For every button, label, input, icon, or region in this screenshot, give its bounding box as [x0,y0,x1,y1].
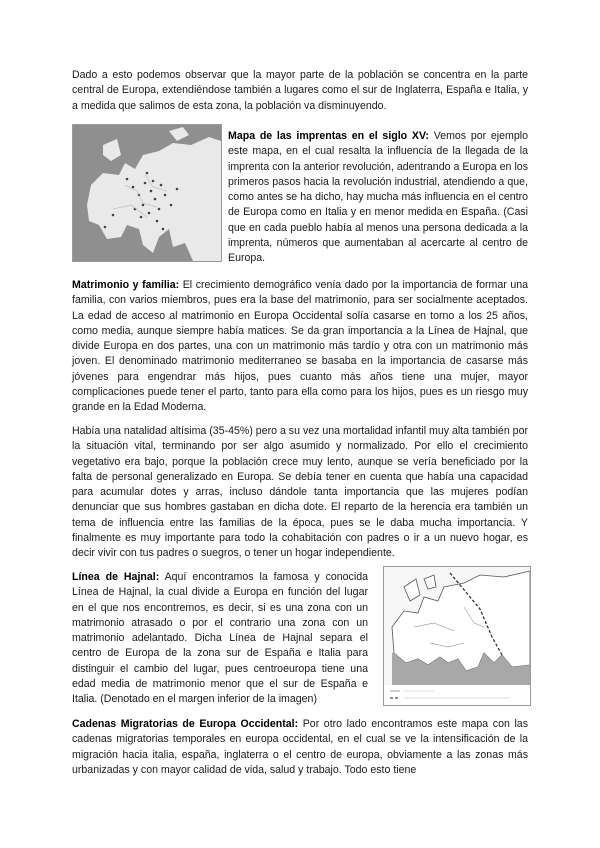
matrimonio-heading: Matrimonio y familia: [72,279,180,291]
hajnal-heading: Línea de Hajnal: [72,571,160,583]
imprentas-text: Vemos por ejemplo este mapa, en el cual resalta la influencia de la llegada de la imprenta con la anterior revolución, adentrando a Europa en los primeros pasos hacia la revolución industrial, atendiendo a que, como antes se ha dicho, hay mucha más influencia en el centro de Europa como en Italia y en menor medida en España. (Casi que en cada pueblo había al menos una persona dedicada a la imprenta, números que aumentaban al acercarte al centro de Europa. [228,130,528,265]
natalidad-text: Había una natalidad altísima (35-45%) pero a su vez una mortalidad infantil muy alta también por la situación vital, terminando por ser algo asumido y normalizado. Por ello el crecimiento vegetativo era bajo, porque la población crece muy lento, aunque se vería beneficiado por la falta de personal generalizado en Europa. Se debía tener en cuenta que había una capacidad para acumular dotes y arras, incluso dándole tanta importancia que las mujeres podían denunciar que sus hombres gastaban en dicha dote. El reparto de la herencia era también un tema de influencia entre las familias de la época, pues se le daba mucha importancia. Y finalmente es muy importante para todo la cohabitación con padres o ir a un nuevo hogar, es decir vivir con tus padres o suegros, o tener un hogar independiente. [72,425,528,560]
matrimonio-paragraph [72,278,528,416]
imprentas-heading: Mapa de las imprentas en el siglo XV: [228,130,429,142]
printing-presses-map-image [72,124,222,262]
hajnal-text: Aquí encontramos la famosa y conocida Línea de Hajnal, la cual divide a Europa en función del lugar en el que nos encontremos, es decir, si es una zona con un matrimonio atrasado o por el contrario una zona con un matrimonio adelantado. Dicha Línea de Hajnal separa el centro de Europa de la zona sur de España e Italia para distinguir el cambio del lugar, pues centroeuropa tiene una edad media de matrimonio menor que el sur de España e Italia. (Denotado en el margen inferior de la imagen) [72,571,368,706]
cadenas-text: Por otro lado encontramos este mapa con las cadenas migratorias temporales en europa occidental, en el cual se ve la intensificación de la migración hacia italia, españa, inglaterra o el centro de europa, obviamente a las zonas más urbanizadas y con mayor calidad de vida, salud y trabajo. Todo esto tiene [72,718,528,776]
cadenas-heading: Cadenas Migratorias de Europa Occidental: [72,718,299,730]
intro-text: Dado a esto podemos observar que la mayor parte de la población se concentra en la parte central de Europa, extendiéndose también a lugares como el sur de Inglaterra, España e Italia, y a medida que salimos de esta zona, la población va disminuyendo. [72,69,528,112]
cadenas-paragraph [72,717,528,778]
matrimonio-text: El crecimiento demográfico venía dado por la importancia de formar una familia, con varios miembros, pues era la base del matrimonio, para ser socialmente aceptados. La edad de acceso al matrimonio en Europa Occidental solía casarse en torno a los 25 años, como media, aunque siempre había matices. Se da gran importancia a la Línea de Hajnal, que divide Europa en dos partes, una con un matrimonio más tardío y otra con un matrimonio más joven. El denominado matrimonio mediterraneo se basaba en la importancia de casarse más jóvenes para engendrar más hijos, pues cuanto más años tiene una mujer, mayor complicaciones puede tener el parto, tanto para ella como para los hijos, pues es un riesgo muy grande en la Edad Moderna. [72,279,528,414]
intro-paragraph [72,68,528,114]
imprentas-paragraph [228,129,528,267]
natalidad-paragraph [72,424,528,562]
hajnal-paragraph [72,570,368,708]
hajnal-line-map-icon [384,567,530,705]
europe-printing-presses-map-icon [73,125,221,261]
hajnal-line-map-image [383,566,531,706]
